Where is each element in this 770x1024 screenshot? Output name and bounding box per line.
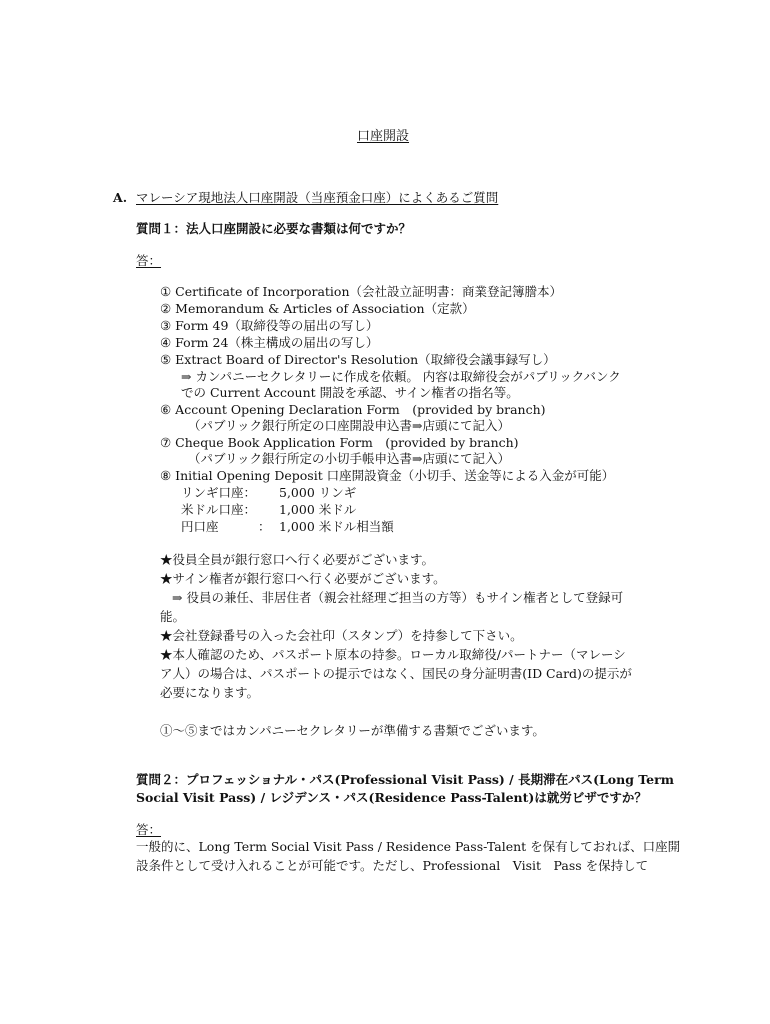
answer-2-line-2: 設条件として受け入れることが可能です。ただし、Professional Visit Pass を保持して	[136, 858, 649, 873]
deposit-label: 円口座	[181, 519, 219, 534]
note-line: ア人）の場合は、パスポートの提示ではなく、国民の身分証明書(ID Card)の提示が	[160, 666, 632, 681]
note-line: 必要になります。	[160, 685, 260, 700]
question-2-line-2: Social Visit Pass) / レジデンス・パス(Residence Pass-Talent)は就労ビザですか？	[136, 790, 647, 805]
note-line: ★役員全員が銀行窓口へ行く必要がございます。	[160, 552, 435, 567]
deposit-label: 米ドル口座：	[181, 502, 257, 517]
section-heading: マレーシア現地法人口座開設（当座預金口座）によくあるご質問	[136, 190, 499, 205]
list-item: ⑦ Cheque Book Application Form (provided by branch)	[160, 435, 519, 450]
page-title: 口座開設	[357, 129, 410, 144]
section-marker: A.	[113, 190, 128, 205]
note-line: ★本人確認のため、パスポート原本の持参。ローカル取締役/パートナー（マレーシ	[160, 647, 626, 662]
list-item-note: ⇒ カンパニーセクレタリーに作成を依頼。 内容は取締役会がパブリックバンク	[181, 369, 621, 384]
list-item: ① Certificate of Incorporation（会社設立証明書：商業登記簿謄本）	[160, 284, 562, 299]
deposit-value: 1,000 米ドル相当額	[279, 519, 394, 534]
list-item: ⑤ Extract Board of Director's Resolution（取締役会議事録写し）	[160, 352, 556, 367]
list-item-note: （パブリック銀行所定の小切手帳申込書⇒店頭にて記入）	[188, 451, 510, 466]
note-line: ★サイン権者が銀行窓口へ行く必要がございます。	[160, 571, 446, 586]
list-item: ② Memorandum & Articles of Association（定款）	[160, 301, 475, 316]
question-1: 質問１：法人口座開設に必要な書類は何ですか？	[136, 221, 412, 236]
deposit-value: 5,000 リンギ	[279, 485, 357, 500]
deposit-label: リンギ口座：	[181, 485, 257, 500]
note-line: ⇒ 役員の兼任、非居住者（親会社経理ご担当の方等）もサイン権者として登録可	[172, 590, 624, 605]
answer-label-1: 答：	[136, 253, 162, 268]
list-item: ③ Form 49（取締役等の届出の写し）	[160, 318, 379, 333]
closing-note: ①～⑤まではカンパニーセクレタリーが準備する書類でございます。	[160, 723, 545, 738]
list-item: ④ Form 24（株主構成の届出の写し）	[160, 335, 379, 350]
list-item-note: での Current Account 開設を承認、サイン権者の指名等。	[181, 385, 519, 400]
note-line: ★会社登録番号の入った会社印（スタンプ）を持参して下さい。	[160, 628, 523, 643]
list-item: ⑥ Account Opening Declaration Form (provided by branch)	[160, 402, 546, 417]
list-item-note: （パブリック銀行所定の口座開設申込書⇒店頭にて記入）	[188, 418, 510, 433]
answer-label-2: 答：	[136, 822, 162, 837]
answer-2-line-1: 一般的に、Long Term Social Visit Pass / Residence Pass-Talent を保有しておれば、口座開	[136, 839, 681, 854]
deposit-value: 1,000 米ドル	[279, 502, 357, 517]
note-line: 能。	[160, 609, 186, 624]
question-2-line-1: 質問２：プロフェッショナル・パス(Professional Visit Pass) / 長期滞在パス(Long Term	[136, 772, 674, 787]
list-item: ⑧ Initial Opening Deposit 口座開設資金（小切手、送金等による入金が可能）	[160, 468, 615, 483]
deposit-colon: ：	[258, 519, 271, 534]
